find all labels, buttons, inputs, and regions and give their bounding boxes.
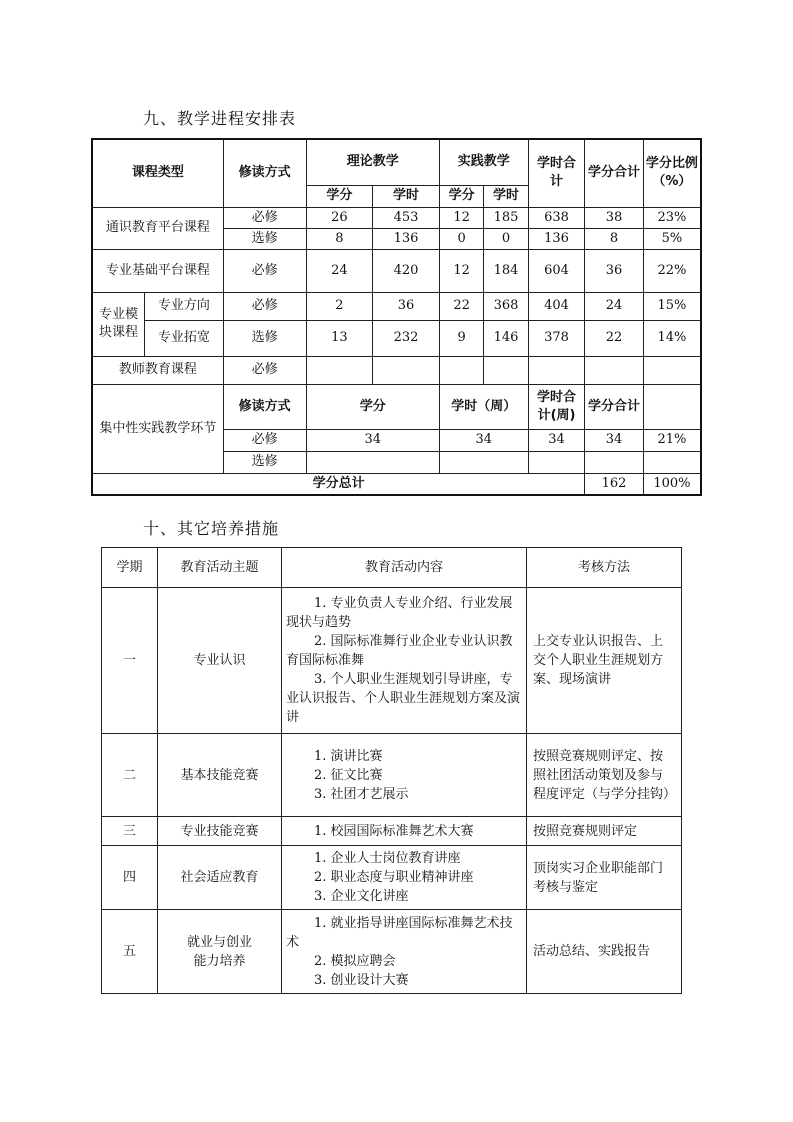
- content-item: 2. 职业态度与职业精神讲座: [314, 870, 474, 885]
- content-cell: [282, 817, 527, 846]
- hdr-theory-hours: 学时: [373, 185, 440, 207]
- method-cell: 顶岗实习企业职能部门考核与鉴定: [527, 846, 682, 910]
- cell: [585, 356, 644, 384]
- cell: [643, 356, 701, 384]
- cell: [585, 451, 644, 473]
- row-label-module: 专业模块课程: [92, 292, 145, 356]
- cell: [373, 356, 440, 384]
- hdr-course-type: 课程类型: [92, 139, 223, 207]
- term-cell: 一: [102, 588, 158, 734]
- cell: 必修: [223, 429, 306, 451]
- cell: 604: [528, 249, 585, 292]
- hdr-practice-credit: 学分: [439, 185, 483, 207]
- total-label: 学分总计: [92, 473, 585, 495]
- cell: 26: [306, 207, 373, 228]
- cell: [306, 451, 439, 473]
- row-label-basic: 专业基础平台课程: [92, 249, 223, 292]
- cell: [528, 356, 585, 384]
- row-label-teacher: 教师教育课程: [92, 356, 223, 384]
- cell: 12: [439, 207, 483, 228]
- cell: 0: [484, 228, 528, 249]
- method-cell: 按照竞赛规则评定: [527, 817, 682, 846]
- term-cell: 二: [102, 734, 158, 817]
- term-cell: 三: [102, 817, 158, 846]
- cell: 22: [585, 320, 644, 356]
- hdr-study-mode: 修读方式: [223, 139, 306, 207]
- cell: 2: [306, 292, 373, 320]
- section-9-title: 九、教学进程安排表: [143, 109, 297, 128]
- content-item: 2. 征文比赛: [314, 767, 383, 783]
- cell: 8: [306, 228, 373, 249]
- cell: 453: [373, 207, 440, 228]
- cell: [643, 451, 701, 473]
- hdr-theme: 教育活动主题: [158, 548, 282, 588]
- cell: 22%: [643, 249, 701, 292]
- practice-hdr-credit: 学分: [306, 384, 439, 429]
- term-cell: 五: [102, 910, 158, 994]
- theme-cell: 就业与创业能力培养: [158, 910, 282, 994]
- hdr-credit-ratio: 学分比例（%）: [643, 139, 701, 207]
- total-ratio: 100%: [643, 473, 701, 495]
- cell: 必修: [223, 292, 306, 320]
- cell: 22: [439, 292, 483, 320]
- cell: [306, 356, 373, 384]
- row-label-general: 通识教育平台课程: [92, 207, 223, 249]
- cell: 232: [373, 320, 440, 356]
- training-measures-table: [101, 547, 682, 994]
- cell: 184: [484, 249, 528, 292]
- hdr-theory-credit: 学分: [306, 185, 373, 207]
- cell: 12: [439, 249, 483, 292]
- cell: 34: [528, 429, 585, 451]
- cell: 34: [585, 429, 644, 451]
- cell: 185: [484, 207, 528, 228]
- cell: 15%: [643, 292, 701, 320]
- cell: 必修: [223, 356, 306, 384]
- cell: 368: [484, 292, 528, 320]
- hdr-method: 考核方法: [527, 548, 682, 588]
- hdr-hours-total: 学时合计: [528, 139, 585, 207]
- cell: 13: [306, 320, 373, 356]
- row-label-practice: 集中性实践教学环节: [92, 384, 223, 473]
- method-cell: 上交专业认识报告、上交个人职业生涯规划方案、现场演讲: [527, 588, 682, 734]
- cell: 36: [373, 292, 440, 320]
- hdr-practice-hours: 学时: [484, 185, 528, 207]
- cell: 9: [439, 320, 483, 356]
- cell: 136: [373, 228, 440, 249]
- cell: 34: [306, 429, 439, 451]
- cell: 146: [484, 320, 528, 356]
- practice-hdr-credit-total: 学分合计: [585, 384, 644, 429]
- cell: 14%: [643, 320, 701, 356]
- cell: 38: [585, 207, 644, 228]
- cell: 21%: [643, 429, 701, 451]
- theme-cell: 专业认识: [158, 588, 282, 734]
- cell: 23%: [643, 207, 701, 228]
- hdr-content: 教育活动内容: [282, 548, 527, 588]
- practice-hdr-mode: 修读方式: [223, 384, 306, 429]
- method-cell: 按照竞赛规则评定、按照社团活动策划及参与程度评定（与学分挂钩）: [527, 734, 682, 817]
- hdr-practice: 实践教学: [439, 139, 528, 185]
- content-item: 1. 专业负责人专业介绍、行业发展现状与趋势: [286, 596, 513, 630]
- content-item: 2. 国际标准舞行业企业专业认识教育国际标准舞: [286, 634, 513, 668]
- content-item: 1. 校园国际标准舞艺术大赛: [314, 823, 474, 839]
- content-item: 3. 个人职业生涯规划引导讲座，专业认识报告、个人职业生涯规划方案及演讲: [286, 672, 521, 725]
- cell: 420: [373, 249, 440, 292]
- practice-hdr-hours-total: 学时合计(周): [528, 384, 585, 429]
- method-cell: 活动总结、实践报告: [527, 910, 682, 994]
- cell: 638: [528, 207, 585, 228]
- content-item: 3. 企业文化讲座: [314, 889, 409, 904]
- row-label-direction: 专业方向: [145, 292, 224, 320]
- cell: 0: [439, 228, 483, 249]
- theme-cell: 基本技能竞赛: [158, 734, 282, 817]
- cell: 选修: [223, 320, 306, 356]
- content-cell: [282, 846, 527, 910]
- cell: 24: [306, 249, 373, 292]
- cell: 36: [585, 249, 644, 292]
- content-item: 1. 演讲比赛: [314, 748, 383, 764]
- cell: 必修: [223, 249, 306, 292]
- content-cell: [282, 734, 527, 817]
- cell: 34: [439, 429, 528, 451]
- hdr-credit-total: 学分合计: [585, 139, 644, 207]
- content-item: 1. 就业指导讲座国际标准舞艺术技术: [286, 915, 513, 950]
- term-cell: 四: [102, 846, 158, 910]
- content-cell: [282, 588, 527, 734]
- cell: 必修: [223, 207, 306, 228]
- cell: 选修: [223, 451, 306, 473]
- theme-cell: 社会适应教育: [158, 846, 282, 910]
- cell: [439, 451, 528, 473]
- row-label-expand: 专业拓宽: [145, 320, 224, 356]
- cell: [643, 384, 701, 429]
- cell: 404: [528, 292, 585, 320]
- cell: 选修: [223, 228, 306, 249]
- cell: 378: [528, 320, 585, 356]
- cell: [484, 356, 528, 384]
- section-10-title: 十、其它培养措施: [143, 519, 280, 538]
- cell: 8: [585, 228, 644, 249]
- content-item: 2. 模拟应聘会: [314, 953, 396, 969]
- cell: 136: [528, 228, 585, 249]
- theme-cell: 专业技能竞赛: [158, 817, 282, 846]
- content-cell: [282, 910, 527, 994]
- hdr-theory: 理论教学: [306, 139, 439, 185]
- cell: [439, 356, 483, 384]
- cell: 24: [585, 292, 644, 320]
- content-item: 1. 企业人士岗位教育讲座: [314, 851, 461, 866]
- practice-hdr-weeks: 学时（周）: [439, 384, 528, 429]
- content-item: 3. 社团才艺展示: [314, 786, 409, 802]
- cell: 5%: [643, 228, 701, 249]
- content-item: 3. 创业设计大赛: [314, 972, 409, 988]
- hdr-term: 学期: [102, 548, 158, 588]
- cell: [528, 451, 585, 473]
- total-credits: 162: [585, 473, 644, 495]
- teaching-schedule-table: [91, 138, 702, 496]
